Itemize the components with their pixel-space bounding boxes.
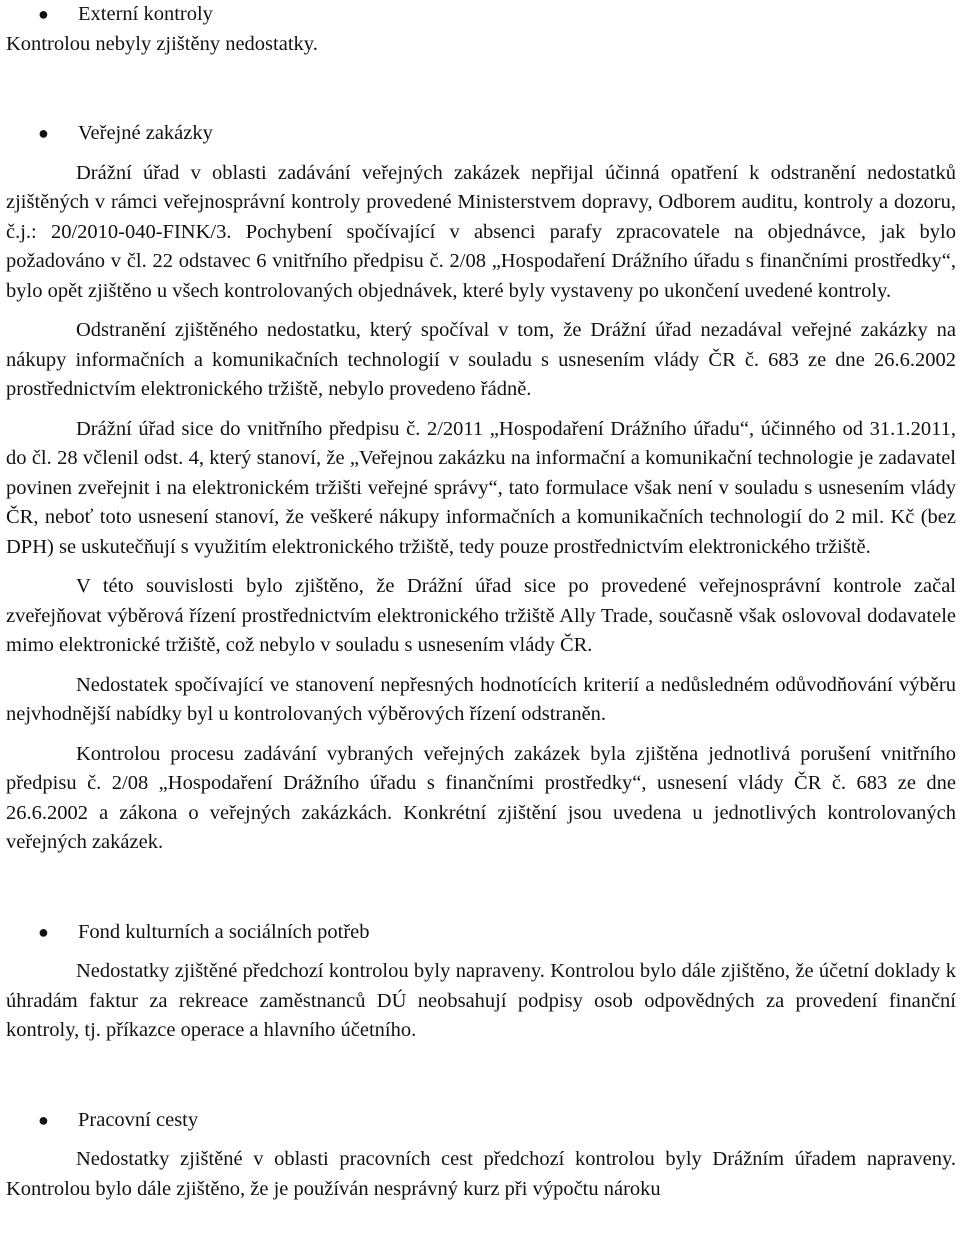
section-heading (6, 119, 956, 149)
spacer (6, 947, 956, 957)
section-heading (6, 0, 956, 30)
paragraph: Kontrolou nebyly zjištěny nedostatky. (6, 32, 318, 55)
bullet-icon: ● (38, 921, 49, 942)
paragraph: Nedostatky zjištěné v oblasti pracovních cest předchozí kontrolou byly Drážním úřadem napraveny. Kontrolou bylo dále zjištěno, že je používán nesprávný kurz při výpočtu nároku (6, 1148, 956, 1200)
bullet-icon: ● (38, 1109, 49, 1130)
paragraph: Kontrolou procesu zadávání vybraných veřejných zakázek byla zjištěna jednotlivá porušení vnitřního předpisu č. 2/08 „Hospodaření Drážního úřadu s finančními prostředky“, usnesení vlády ČR č. 683 ze dne 26.6.2002 a zákona o veřejných zakázkách. Konkrétní zjištění jsou uvedena u jednotlivých kontrolovaných veřejných zakázek. (6, 742, 956, 853)
paragraph: V této souvislosti bylo zjištěno, že Drážní úřad sice po provedené veřejnosprávní kontrole začal zveřejňovat výběrová řízení prostřednictvím elektronického tržiště Ally Trade, současně však oslovoval dodavatele mimo elektronické tržiště, což nebylo v souladu s usnesením vlády ČR. (6, 575, 956, 656)
paragraph: Drážní úřad sice do vnitřního předpisu č. 2/2011 „Hospodaření Drážního úřadu“, účinného od 31.1.2011, do čl. 28 včlenil odst. 4, který stanoví, že „Veřejnou zakázku na informační a komunikační technologie je zadavatel povinen zveřejnit i na elektronickém tržišti veřejné správy“, tato formulace však není v souladu s usnesením vlády ČR, neboť toto usnesení stanoví, že veškeré nákupy informačních a komunikačních technologií do 2 mil. Kč (bez DPH) se uskutečňují s využitím elektronického tržiště, tedy pouze prostřednictvím elektronického tržiště. (6, 417, 956, 558)
spacer (6, 306, 956, 316)
bullet-icon: ● (38, 4, 49, 24)
section-heading-text: Pracovní cesty (78, 1108, 199, 1131)
bullet-icon: ● (38, 123, 49, 143)
spacer (6, 730, 956, 740)
section-heading-text: Externí kontroly (78, 3, 213, 25)
section-heading-text: Fond kulturních a sociálních potřeb (78, 920, 370, 943)
spacer (6, 1046, 956, 1106)
section-fksp (6, 918, 956, 1046)
paragraph: Drážní úřad v oblasti zadávání veřejných zakázek nepřijal účinná opatření k odstranění nedostatků zjištěných v rámci veřejnosprávní kontroly provedené Ministerstvem dopravy, Odborem auditu, kontroly a dozoru, č.j.: 20/2010-040-FINK/3. Pochybení spočívající v absenci parafy zpracovatele na objednávce, jak bylo požadováno v čl. 22 odstavec 6 vnitřního předpisu č. 2/08 „Hospodaření Drážního úřadu s finančními prostředky“, bylo opět zjištěno u všech kontrolovaných objednávek, které byly vystaveny po ukončení uvedené kontroly. (6, 161, 956, 302)
section-heading (6, 918, 956, 948)
spacer (6, 661, 956, 671)
spacer (6, 858, 956, 918)
spacer (6, 59, 956, 119)
section-heading-text: Veřejné zakázky (78, 122, 213, 144)
paragraph: Nedostatky zjištěné předchozí kontrolou byly napraveny. Kontrolou bylo dále zjištěno, že účetní doklady k úhradám faktur za rekreace zaměstnanců DÚ neobsahují podpisy osob odpovědných za provedení finanční kontroly, tj. příkazce operace a hlavního účetního. (6, 960, 956, 1041)
spacer (6, 1135, 956, 1145)
section-externi-kontroly (6, 0, 956, 59)
paragraph: Nedostatek spočívající ve stanovení nepřesných hodnotících kriterií a nedůsledném odůvodňování výběru nejvhodnější nabídky byl u kontrolovaných výběrových řízení odstraněn. (6, 673, 956, 725)
section-verejne-zakazky (6, 119, 956, 858)
spacer (6, 149, 956, 159)
section-pracovni-cesty (6, 1106, 956, 1205)
paragraph: Odstranění zjištěného nedostatku, který spočíval v tom, že Drážní úřad nezadával veřejné zakázky na nákupy informačních a komunikačních technologií v souladu s usnesením vlády ČR č. 683 ze dne 26.6.2002 prostřednictvím elektronického tržiště, nebylo provedeno řádně. (6, 319, 956, 400)
section-heading (6, 1106, 956, 1136)
spacer (6, 405, 956, 415)
spacer (6, 562, 956, 572)
